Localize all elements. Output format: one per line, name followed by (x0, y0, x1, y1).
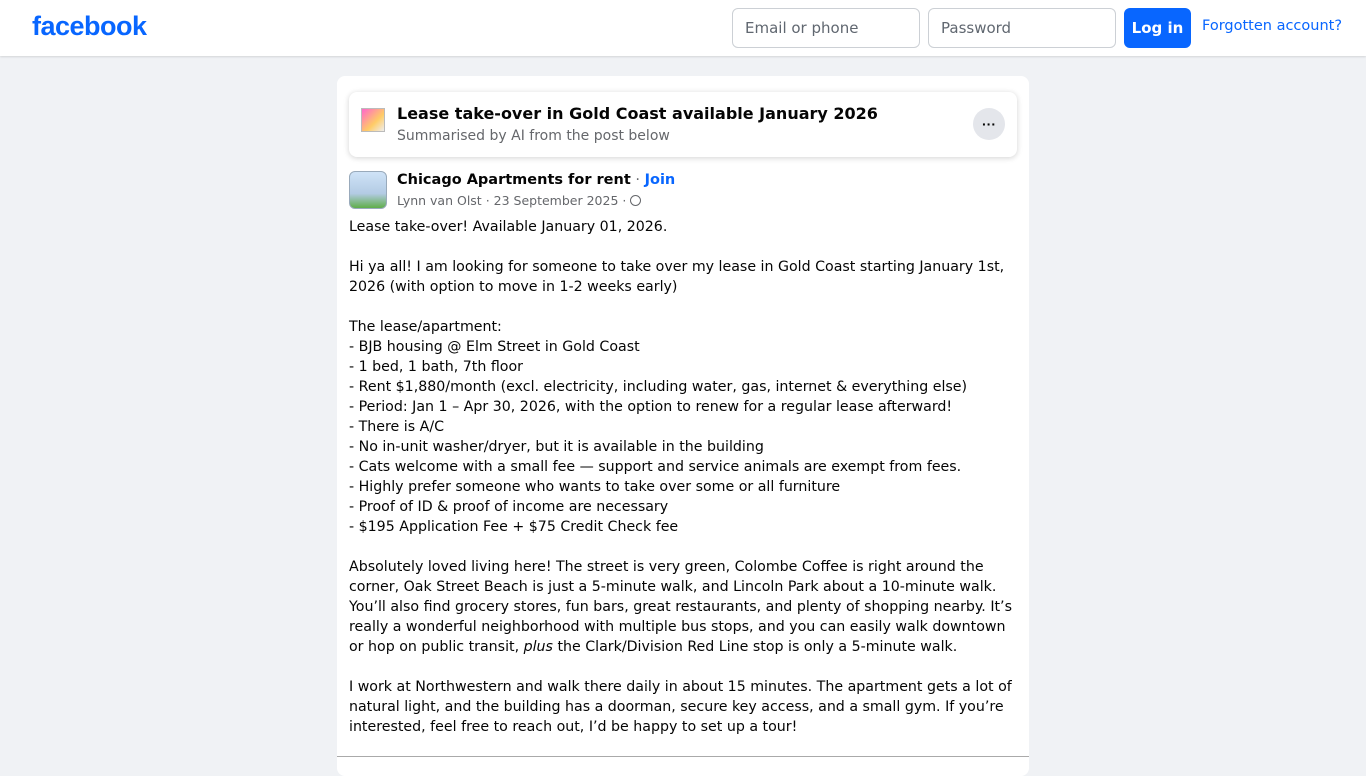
summary-subtitle: Summarised by AI from the post below (397, 128, 670, 144)
group-name-link[interactable]: Chicago Apartments for rent (397, 172, 631, 188)
join-link[interactable]: Join (644, 172, 676, 188)
group-avatar[interactable] (349, 171, 387, 209)
paragraph: I work at Northwestern and walk there daily in about 15 minutes. The apartment gets a lot of natural light, and the building has a doorman, secure key access, and a small gym. If you’re interested, feel free to reach out, I’d be happy to set up a tour! (349, 679, 1017, 735)
italic-text: plus (523, 639, 553, 655)
separator: · (630, 172, 645, 188)
post-meta (397, 193, 641, 208)
ai-summary-card (349, 92, 1017, 157)
post-date[interactable]: 23 September 2025 (493, 193, 619, 208)
summary-image-icon (361, 108, 385, 132)
text: the Clark/Division Red Line stop is only a 5-minute walk. (552, 639, 958, 655)
email-input[interactable] (732, 8, 920, 48)
login-button[interactable]: Log in (1124, 8, 1191, 48)
globe-icon (630, 195, 641, 206)
divider (337, 756, 1029, 757)
paragraph: The lease/apartment: - BJB housing @ Elm Street in Gold Coast - 1 bed, 1 bath, 7th floor - Rent $1,880/month (excl. electricity, including water, gas, internet & everything else) - Period: Jan 1 – Apr 30, 2026, with the option to renew for a regular lease afterward! - There is A/C - No in-unit washer/dryer, but it is available in the building - Cats welcome with a small fee — support and service animals are exempt from fees. - Highly prefer someone who wants to take over some or all furniture - Proof of ID & proof of income are necessary - $195 Application Fee + $75 Credit Check fee (349, 319, 968, 535)
forgotten-account-link[interactable]: Forgotten account? (1202, 18, 1343, 34)
post-header (397, 172, 675, 188)
post-body (349, 217, 1019, 737)
separator: · (481, 193, 494, 208)
post-card (337, 76, 1029, 776)
password-input[interactable] (928, 8, 1116, 48)
more-options-button[interactable]: ··· (973, 108, 1005, 140)
top-bar (0, 0, 1366, 56)
text: Absolutely loved living here! The street is very green, Colombe Coffee is right around the corner, Oak Street Beach is just a 5-minute walk, and Lincoln Park about a 10-minute walk. You’ll also find grocery stores, fun bars, great restaurants, and plenty of shopping nearby. It’s really a wonderful neighborhood with multiple bus stops, and you can easily walk downtown or hop on public transit, (349, 559, 1017, 655)
summary-title: Lease take-over in Gold Coast available January 2026 (397, 104, 878, 123)
separator: · (618, 193, 631, 208)
paragraph (349, 557, 1019, 657)
author-link[interactable]: Lynn van Olst (397, 193, 482, 208)
facebook-logo[interactable]: facebook (32, 11, 147, 41)
paragraph: Lease take-over! Available January 01, 2026. (349, 219, 668, 235)
paragraph: Hi ya all! I am looking for someone to take over my lease in Gold Coast starting January 1st, 2026 (with option to move in 1-2 weeks early) (349, 259, 1009, 295)
